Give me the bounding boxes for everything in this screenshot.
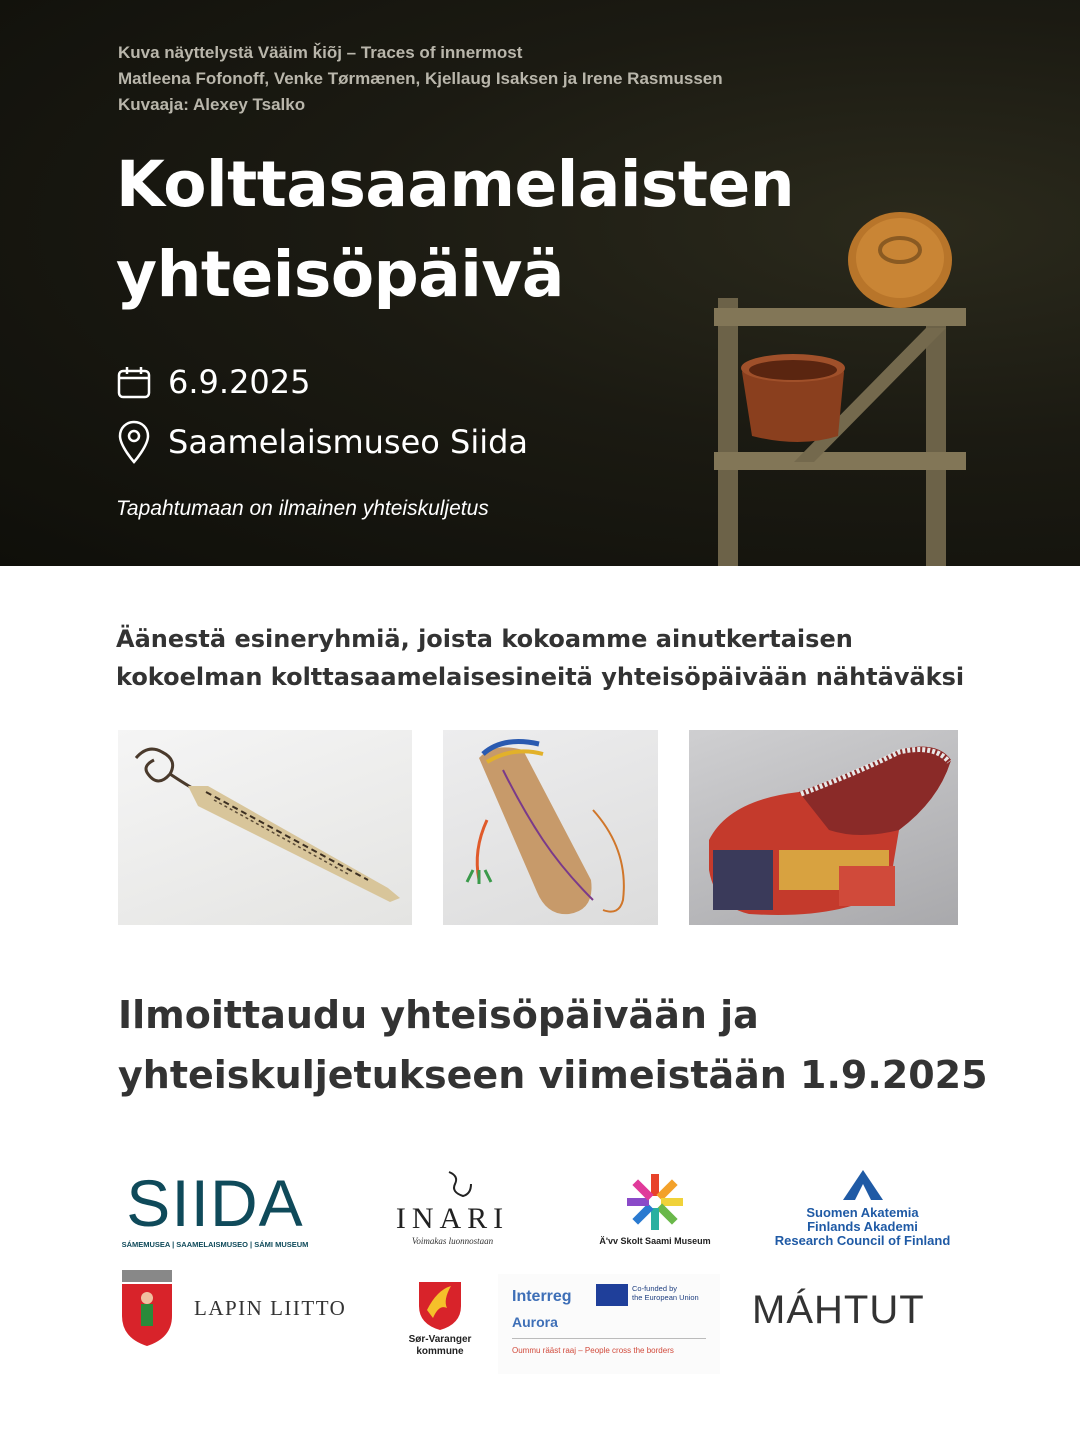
cofund-line-1: Co-funded by (632, 1284, 678, 1293)
cofund-line-2: the European Union (632, 1293, 699, 1302)
avv-star-icon (625, 1172, 685, 1232)
mahtut-logo: MÁHTUT (752, 1288, 925, 1332)
avv-museum-logo (595, 1170, 715, 1246)
vote-line-2: kokoelman kolttasaamelaisesineitä yhteisöpäivään nähtäväksi (116, 663, 965, 691)
academy-triangle-icon (843, 1170, 883, 1200)
hero-banner (0, 0, 1080, 566)
sor-line-2: kommune (416, 1346, 464, 1357)
inari-logo (385, 1170, 520, 1246)
registration-deadline (118, 985, 988, 1105)
shelf-with-baskets-image (690, 200, 990, 566)
credit-line-3: Kuvaaja: Alexey Tsalko (118, 95, 306, 114)
sor-line-1: Sør-Varanger (408, 1334, 472, 1345)
sor-varanger-shield-icon (417, 1280, 463, 1330)
event-place-row (116, 420, 528, 464)
credit-line-2: Matleena Fofonoff, Venke Tørmænen, Kjellaug Isaksen ja Irene Rasmussen (118, 69, 723, 88)
academy-line-3: Research Council of Finland (774, 1233, 951, 1248)
interreg-program: Aurora (512, 1314, 558, 1330)
vote-line-1: Äänestä esineryhmiä, joista kokoamme ainutkertaisen (116, 625, 853, 653)
event-date: 6.9.2025 (168, 363, 311, 401)
inari-logo-name: INARI (395, 1202, 510, 1235)
location-pin-icon (116, 420, 152, 464)
event-date-row (116, 360, 311, 404)
event-place: Saamelaismuseo Siida (168, 423, 529, 461)
eu-flag-icon (596, 1284, 628, 1306)
lapin-liitto-logo (118, 1270, 346, 1346)
register-line-1: Ilmoittaudu yhteisöpäivään ja (118, 993, 759, 1037)
beaded-hat-photo (689, 730, 958, 925)
academy-line-2: Finlands Akademi (807, 1219, 918, 1234)
academy-line-1: Suomen Akatemia (806, 1205, 919, 1220)
register-line-2: yhteiskuljetukseen viimeistään 1.9.2025 (118, 1053, 988, 1097)
lapin-coat-of-arms-icon (118, 1270, 176, 1346)
siida-logo-sub: SÁMEMUSEA | SAAMELAISMUSEO | SÁMI MUSEUM (121, 1240, 309, 1249)
title-line-1: Kolttasaamelaisten (116, 148, 795, 221)
interreg-aurora-logo (498, 1274, 720, 1374)
photo-credit (118, 40, 723, 118)
interreg-brand: Interreg (512, 1288, 572, 1305)
transport-note: Tapahtumaan on ilmainen yhteiskuljetus (116, 497, 489, 520)
inari-swirl-icon (437, 1170, 477, 1210)
vote-heading (116, 620, 996, 696)
credit-line-1: Kuva näyttelystä Vääim ǩiõj – Traces of innermost (118, 43, 523, 62)
siida-logo-name: SIIDA (126, 1166, 304, 1240)
lapin-logo-name: LAPIN LIITTO (194, 1295, 347, 1320)
bark-cradle-photo (443, 730, 658, 925)
siida-logo (120, 1166, 310, 1249)
interreg-divider (512, 1338, 706, 1339)
academy-of-finland-logo (770, 1170, 955, 1248)
eu-cofund-text (632, 1284, 699, 1302)
interreg-tagline: Oummu rääst raaj – People cross the borders (512, 1346, 674, 1355)
calendar-icon (116, 360, 152, 404)
needle-case-photo (118, 730, 412, 925)
sor-varanger-logo (395, 1280, 485, 1358)
inari-logo-sub: Voimakas luonnostaan (411, 1236, 494, 1246)
title-line-2: yhteisöpäivä (116, 238, 564, 311)
avv-logo-sub: Äʹvv Skolt Saami Museum (599, 1236, 711, 1246)
